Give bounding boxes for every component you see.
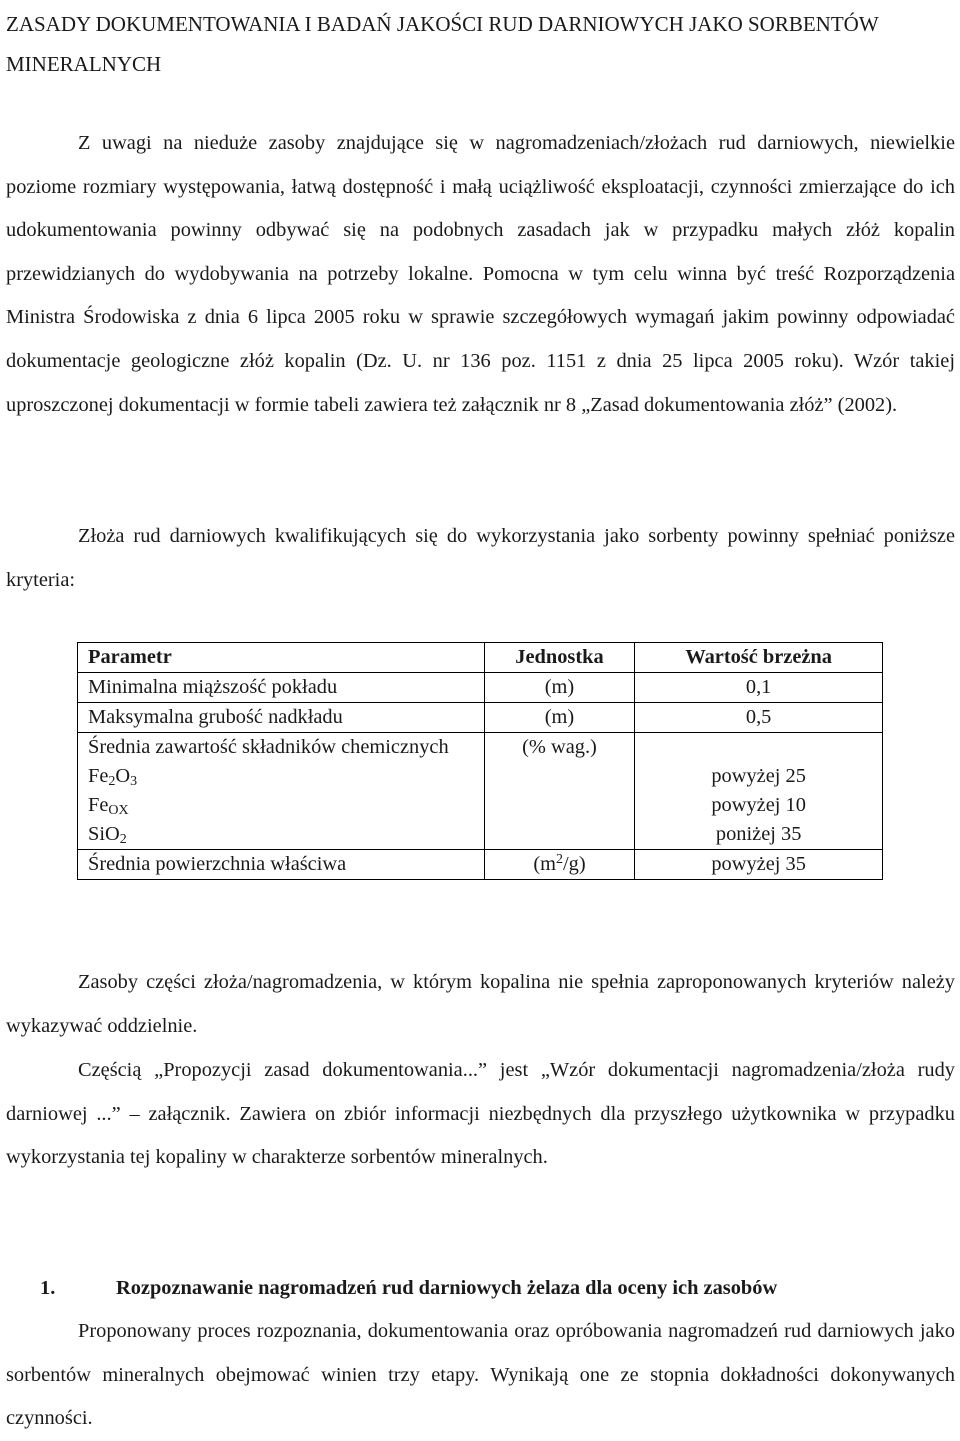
- param-cell: Średnia zawartość składników chemicznych: [78, 733, 485, 763]
- header-parametr: Parametr: [78, 643, 485, 673]
- unit-cell: $(m^2/g)$: [484, 850, 635, 880]
- value-cell: 0,5: [635, 703, 883, 733]
- criteria-table: [77, 642, 883, 880]
- table-row-chem: [78, 791, 883, 820]
- value-cell: powyżej 10: [635, 791, 883, 820]
- table-row: [78, 673, 883, 703]
- table-row-chem: [78, 762, 883, 791]
- template-paragraph: Częścią „Propozycji zasad dokumentowania...” jest „Wzór dokumentacji nagromadzenia/złoża rudy darniowej ...” – załącznik. Zawiera on zbiór informacji niezbędnych dla przyszłego użytkownika w przypadku wykorzystania tej kopaliny w charakterze sorbentów mineralnych.: [6, 1059, 955, 1169]
- unit-cell: (m): [484, 673, 635, 703]
- section-heading: [40, 1272, 955, 1304]
- section-title: Rozpoznawanie nagromadzeń rud darniowych żelaza dla oceny ich zasobów: [116, 1277, 778, 1299]
- param-cell: Maksymalna grubość nadkładu: [78, 703, 485, 733]
- unit-cell-empty: [484, 762, 635, 791]
- table-header-row: [78, 643, 883, 673]
- table-row: [78, 703, 883, 733]
- intro-paragraph: Z uwagi na nieduże zasoby znajdujące się w nagromadzeniach/złożach rud darniowych, niewielkie poziome rozmiary występowania, łatwą dostępność i małą uciążliwość eksploatacji, czynności zmierzające do ich udokumentowania powinny odbywać się na podobnych zasadach jak w przypadku małych złóż kopalin przewidzianych do wydobywania na potrzeby lokalne. Pomocna w tym celu winna być treść Rozporządzenia Ministra Środowiska z dnia 6 lipca 2005 roku w sprawie szczegółowych wymagań jakim powinny odpowiadać dokumentacje geologiczne złóż kopalin (Dz. U. nr 136 poz. 1151 z dnia 25 lipca 2005 roku). Wzór takiej uproszczonej dokumentacji w formie tabeli zawiera też załącznik nr 8 „Zasad dokumentowania złóż” (2002).: [6, 132, 955, 416]
- chem-formula-fe2o3: $Fe_2O_3$: [78, 762, 485, 791]
- header-wartosc: Wartość brzeżna: [635, 643, 883, 673]
- section-paragraph: Proponowany proces rozpoznania, dokumentowania oraz opróbowania nagromadzeń rud darniowych jako sorbentów mineralnych obejmować winien trzy etapy. Wynikają one ze stopnia dokładności dokonywanych czynności.: [6, 1320, 955, 1430]
- param-cell: Minimalna miąższość pokładu: [78, 673, 485, 703]
- unit-cell-empty: [484, 820, 635, 850]
- value-cell: 0,1: [635, 673, 883, 703]
- header-jednostka: Jednostka: [484, 643, 635, 673]
- section-number: 1.: [40, 1277, 56, 1299]
- value-cell-empty: [635, 733, 883, 763]
- unit-cell-empty: [484, 791, 635, 820]
- document-title: ZASADY DOKUMENTOWANIA I BADAŃ JAKOŚCI RUD DARNIOWYCH JAKO SORBENTÓW MINERALNYCH: [6, 12, 879, 76]
- table-row-group: [78, 733, 883, 763]
- chem-formula-sio2: SiO$_2$: [78, 820, 485, 850]
- value-cell: poniżej 35: [635, 820, 883, 850]
- criteria-intro-paragraph: Złoża rud darniowych kwalifikujących się do wykorzystania jako sorbenty powinny spełniać poniższe kryteria:: [6, 525, 955, 591]
- unit-cell: (% wag.): [484, 733, 635, 763]
- table-row-chem: [78, 820, 883, 850]
- param-cell: Średnia powierzchnia właściwa: [78, 850, 485, 880]
- value-cell: powyżej 35: [635, 850, 883, 880]
- unit-cell: (m): [484, 703, 635, 733]
- reserves-paragraph: Zasoby części złoża/nagromadzenia, w którym kopalina nie spełnia zaproponowanych kryteriów należy wykazywać oddzielnie.: [6, 971, 955, 1037]
- table-row: [78, 850, 883, 880]
- chem-formula-feox: $Fe_{OX}$: [78, 791, 485, 820]
- value-cell: powyżej 25: [635, 762, 883, 791]
